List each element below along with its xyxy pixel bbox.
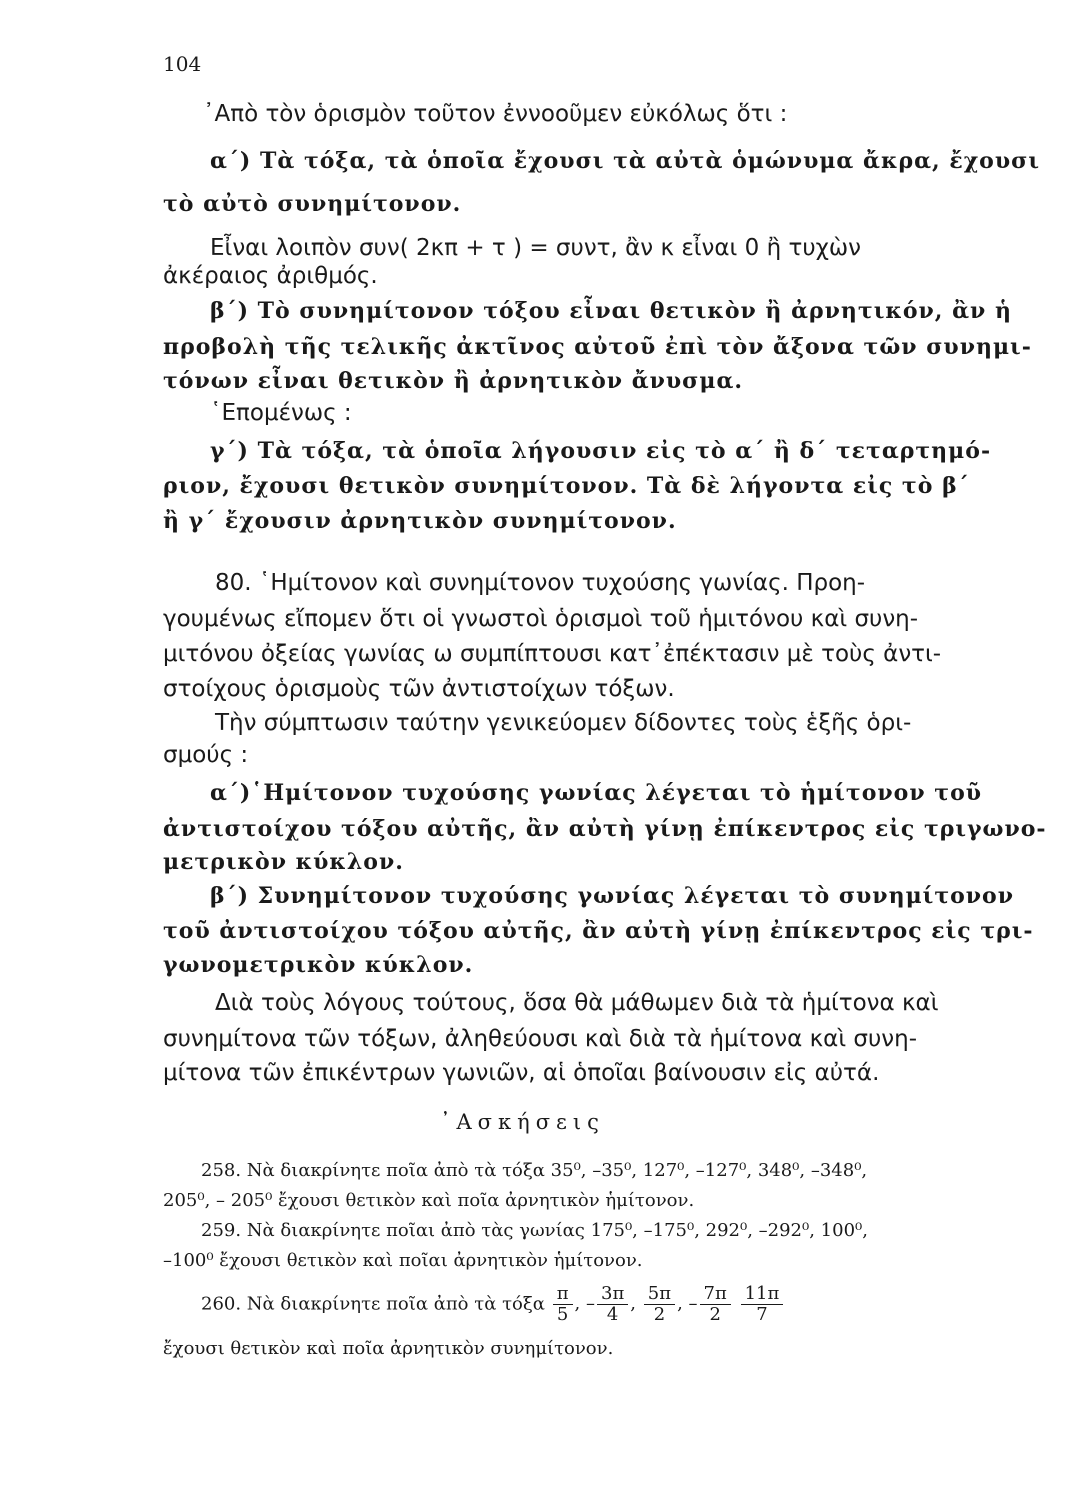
exercises-heading: ᾿Ασκήσεις — [440, 1110, 605, 1134]
text-line: Τὴν σύμπτωσιν ταύτην γενικεύομεν δίδοντες τοὺς ἑξῆς ὁρι- — [215, 710, 912, 736]
text-line: συνημίτονα τῶν τόξων, ἀληθεύουσι καὶ διὰ τὰ ἡμίτονα καὶ συνη- — [163, 1026, 918, 1052]
fraction-denominator: 2 — [709, 1303, 721, 1325]
fraction-denominator: 5 — [556, 1303, 569, 1325]
text-line: ἢ γ΄ ἔχουσιν ἀρνητικὸν συνημίτονον. — [163, 508, 677, 534]
fraction — [597, 1284, 628, 1325]
text-line: ἀκέραιος ἀριθμός. — [163, 263, 378, 289]
fraction-numerator: 3π — [597, 1284, 628, 1305]
fraction — [741, 1284, 784, 1325]
text-line: α΄)῾Ημίτονον τυχούσης γωνίας λέγεται τὸ ἡμίτονον τοῦ — [210, 780, 983, 806]
text-line: τόνων εἶναι θετικὸν ἢ ἀρνητικὸν ἄνυσμα. — [163, 368, 744, 394]
text-line: τοῦ ἀντιστοίχου τόξου αὐτῆς, ἂν αὐτὴ γίνῃ ἐπίκεντρος εἰς τρι- — [163, 918, 1034, 944]
exercise-259: 259. Νὰ διακρίνητε ποῖαι ἀπὸ τὰς γωνίας 175⁰, –175⁰, 292⁰, –292⁰, 100⁰, — [201, 1220, 868, 1241]
fraction-list — [551, 1283, 786, 1325]
fraction-numerator: 5π — [644, 1284, 675, 1305]
text-line: ἀντιστοίχου τόξου αὐτῆς, ἂν αὐτὴ γίνῃ ἐπίκεντρος εἰς τριγωνο- — [163, 816, 1047, 842]
exercise-260-cont: ἔχουσι θετικὸν καὶ ποῖα ἀρνητικὸν συνημίτονον. — [163, 1338, 614, 1359]
text-line: γ΄) Τὰ τόξα, τὰ ὁποῖα λήγουσιν εἰς τὸ α΄ ἢ δ΄ τεταρτημό- — [210, 438, 992, 464]
text-line: β΄) Συνημίτονον τυχούσης γωνίας λέγεται τὸ συνημίτονον — [210, 883, 1014, 909]
text-line: ριον, ἔχουσι θετικὸν συνημίτονον. Τὰ δὲ λήγοντα εἰς τὸ β΄ — [163, 473, 970, 499]
text-line: ᾿Απὸ τὸν ὁρισμὸν τοῦτον ἐννοοῦμεν εὐκόλως ὅτι : — [203, 101, 788, 127]
page-number: 104 — [163, 52, 202, 76]
text-line: μιτόνου ὀξείας γωνίας ω συμπίπτουσι κατ᾿ἐπέκτασιν μὲ τοὺς ἀντι- — [163, 641, 942, 667]
exercise-260-text: 260. Νὰ διακρίνητε ποῖα ἀπὸ τὰ τόξα — [201, 1293, 545, 1315]
fraction-sign: – — [682, 1293, 698, 1315]
text-line: προβολὴ τῆς τελικῆς ἀκτῖνος αὐτοῦ ἐπὶ τὸν ἄξονα τῶν συνημι- — [163, 334, 1032, 360]
fraction-denominator: 2 — [653, 1303, 666, 1325]
text-line: γωνομετρικὸν κύκλον. — [163, 952, 474, 978]
text-line: Εἶναι λοιπὸν συν( 2κπ + τ ) = συντ, ἂν κ εἶναι 0 ἢ τυχὼν — [210, 235, 862, 261]
exercise-258-cont: 205⁰, – 205⁰ ἔχουσι θετικὸν καὶ ποῖα ἀρνητικὸν ἡμίτονον. — [163, 1190, 695, 1211]
fraction — [644, 1284, 675, 1325]
exercise-259-cont: –100⁰ ἔχουσι θετικὸν καὶ ποῖαι ἀρνητικὸν ἡμίτονον. — [163, 1250, 643, 1271]
fraction-sign: – — [580, 1293, 595, 1315]
text-line: τὸ αὐτὸ συνημίτονον. — [163, 191, 462, 217]
text-line: α΄) Τὰ τόξα, τὰ ὁποῖα ἔχουσι τὰ αὐτὰ ὁμώνυμα ἄκρα, ἔχουσι — [210, 148, 1040, 174]
fraction-denominator: 7 — [756, 1303, 768, 1325]
fraction-separator: , — [677, 1293, 683, 1315]
text-line: στοίχους ὁρισμοὺς τῶν ἀντιστοίχων τόξων. — [163, 676, 675, 702]
fraction-denominator: 4 — [606, 1303, 619, 1325]
fraction-numerator: 11π — [741, 1284, 784, 1305]
section-heading: 80. ῾Ημίτονον καὶ συνημίτονον τυχούσης γωνίας. Προη- — [215, 570, 866, 596]
exercise-260 — [201, 1284, 785, 1325]
fraction-numerator: 7π — [700, 1284, 731, 1305]
fraction-numerator: π — [553, 1284, 573, 1305]
fraction-separator: , — [630, 1293, 637, 1315]
text-line: γουμένως εἴπομεν ὅτι οἱ γνωστοὶ ὁρισμοὶ τοῦ ἡμιτόνου καὶ συνη- — [163, 606, 919, 632]
text-line: σμούς : — [163, 742, 249, 768]
fraction — [700, 1284, 731, 1325]
fraction-separator: , — [574, 1293, 581, 1315]
text-line: μίτονα τῶν ἐπικέντρων γωνιῶν, αἱ ὁποῖαι βαίνουσιν εἰς αὐτά. — [163, 1060, 880, 1086]
fraction — [553, 1284, 573, 1325]
text-line: Διὰ τοὺς λόγους τούτους, ὅσα θὰ μάθωμεν διὰ τὰ ἡμίτονα καὶ — [215, 990, 939, 1016]
text-line: ῾Επομένως : — [210, 400, 352, 426]
exercise-258: 258. Νὰ διακρίνητε ποῖα ἀπὸ τὰ τόξα 35⁰, –35⁰, 127⁰, –127⁰, 348⁰, –348⁰, — [201, 1160, 868, 1181]
text-line: μετρικὸν κύκλον. — [163, 849, 404, 875]
text-line: β΄) Τὸ συνημίτονον τόξου εἶναι θετικὸν ἢ ἀρνητικόν, ἂν ἡ — [210, 298, 1012, 324]
